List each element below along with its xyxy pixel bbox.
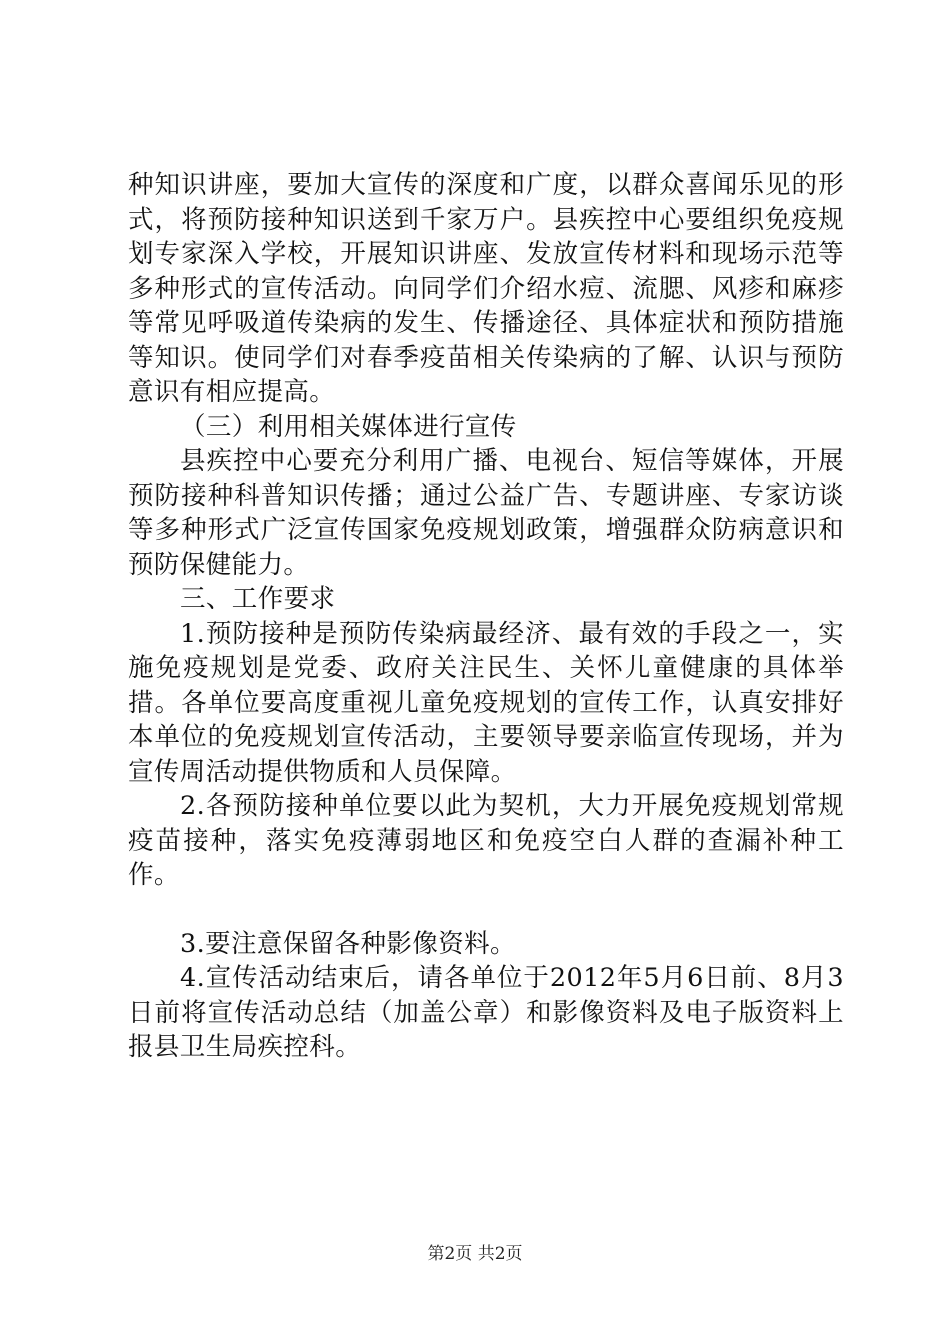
- requirement-item-4: 4.宣传活动结束后，请各单位于2012年5月6日前、8月3日前将宣传活动总结（加盖公章）和影像资料及电子版资料上报县卫生局疾控科。: [128, 963, 844, 1062]
- requirement-item-2: 2.各预防接种单位要以此为契机，大力开展免疫规划常规疫苗接种，落实免疫薄弱地区和免疫空白人群的查漏补种工作。: [128, 791, 844, 890]
- page-footer: [0, 1243, 950, 1265]
- document-body: [128, 168, 844, 1065]
- requirement-item-1: 1.预防接种是预防传染病最经济、最有效的手段之一，实施免疫规划是党委、政府关注民生、关怀儿童健康的具体举措。各单位要高度重视儿童免疫规划的宣传工作，认真安排好本单位的免疫规划宣传活动，主要领导要亲临宣传现场，并为宣传周活动提供物质和人员保障。: [128, 618, 844, 787]
- paragraph-media-publicity: 县疾控中心要充分利用广播、电视台、短信等媒体，开展预防接种科普知识传播；通过公益广告、专题讲座、专家访谈等多种形式广泛宣传国家免疫规划政策，增强群众防病意识和预防保健能力。: [128, 446, 844, 580]
- section-heading-work-requirements: 三、工作要求: [180, 584, 336, 614]
- page-indicator: 第2页 共2页: [427, 1244, 523, 1264]
- paragraph-knowledge-lectures: 种知识讲座，要加大宣传的深度和广度，以群众喜闻乐见的形式，将预防接种知识送到千家万户。县疾控中心要组织免疫规划专家深入学校，开展知识讲座、发放宣传材料和现场示范等多种形式的宣传活动。向同学们介绍水痘、流腮、风疹和麻疹等常见呼吸道传染病的发生、传播途径、具体症状和预防措施等知识。使同学们对春季疫苗相关传染病的了解、认识与预防意识有相应提高。: [128, 170, 844, 407]
- section-heading-media-publicity: （三）利用相关媒体进行宣传: [180, 411, 517, 442]
- requirement-item-3: 3.要注意保留各种影像资料。: [180, 928, 516, 959]
